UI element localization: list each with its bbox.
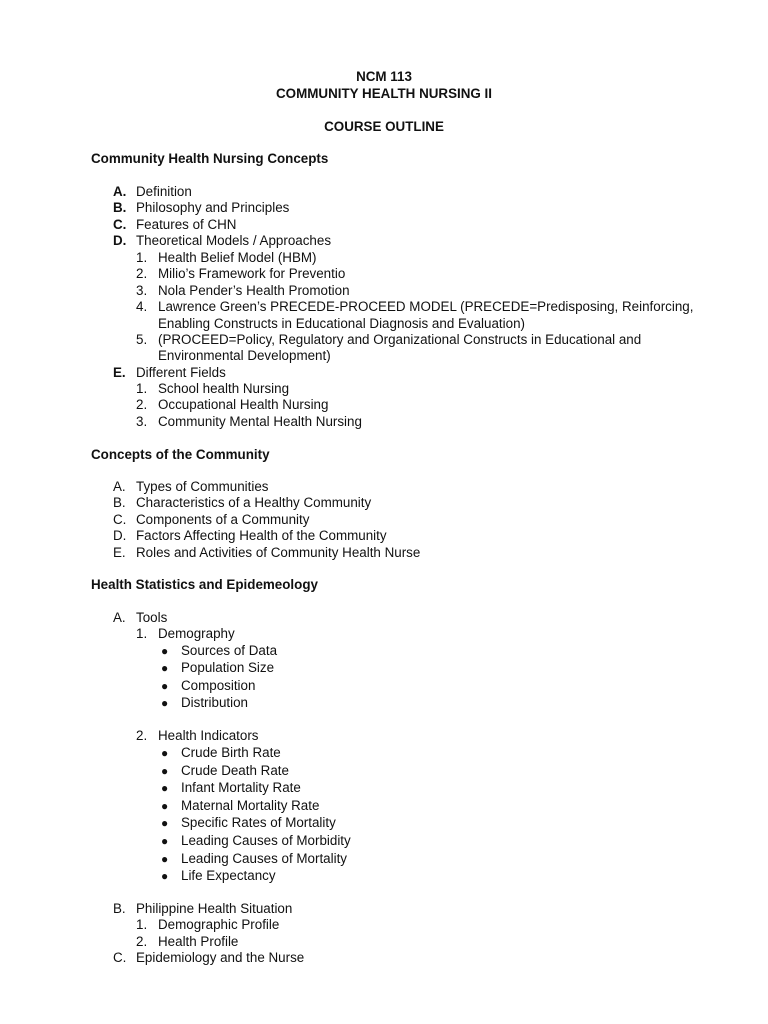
list-marker: 4. <box>136 299 148 314</box>
list-marker: 3. <box>136 414 148 429</box>
section-heading: Health Statistics and Epidemeology <box>91 577 318 592</box>
list-item: Demographic Profile <box>158 917 280 932</box>
list-item-continued: Environmental Development) <box>158 348 331 363</box>
list-item: Philosophy and Principles <box>136 200 290 215</box>
list-item: Features of CHN <box>136 217 237 232</box>
list-item: Factors Affecting Health of the Community <box>136 528 387 543</box>
list-item: Health Indicators <box>158 728 259 743</box>
bullet-icon: ● <box>161 799 169 813</box>
bullet-icon: ● <box>161 661 169 675</box>
list-marker: C. <box>113 950 127 965</box>
bullet-icon: ● <box>161 852 169 866</box>
list-marker: B. <box>113 200 127 215</box>
bullet-icon: ● <box>161 679 169 693</box>
list-item: Health Profile <box>158 934 239 949</box>
list-item: Philippine Health Situation <box>136 901 293 916</box>
list-marker: 1. <box>136 381 148 396</box>
bullet-item: Maternal Mortality Rate <box>181 798 320 813</box>
bullet-icon: ● <box>161 781 169 795</box>
bullet-item: Life Expectancy <box>181 868 276 883</box>
list-item: Occupational Health Nursing <box>158 397 329 412</box>
course-code: NCM 113 <box>356 69 412 84</box>
list-marker: 1. <box>136 626 148 641</box>
bullet-item: Leading Causes of Mortality <box>181 851 347 866</box>
list-marker: E. <box>113 545 126 560</box>
list-marker: 1. <box>136 917 148 932</box>
list-marker: C. <box>113 217 127 232</box>
list-marker: C. <box>113 512 127 527</box>
list-item: (PROCEED=Policy, Regulatory and Organizational Constructs in Educational and <box>158 332 642 347</box>
list-item: School health Nursing <box>158 381 290 396</box>
list-marker: 2. <box>136 266 148 281</box>
bullet-item: Infant Mortality Rate <box>181 780 301 795</box>
list-marker: A. <box>113 610 126 625</box>
list-item: Different Fields <box>136 365 226 380</box>
bullet-item: Population Size <box>181 660 275 675</box>
list-item: Milio’s Framework for Preventio <box>158 266 346 281</box>
list-item: Epidemiology and the Nurse <box>136 950 305 965</box>
list-marker: 1. <box>136 250 148 265</box>
list-marker: D. <box>113 233 127 248</box>
bullet-icon: ● <box>161 696 169 710</box>
list-marker: 3. <box>136 283 148 298</box>
list-item: Characteristics of a Healthy Community <box>136 495 372 510</box>
bullet-item: Crude Birth Rate <box>181 745 281 760</box>
list-marker: D. <box>113 528 127 543</box>
list-marker: B. <box>113 495 126 510</box>
bullet-item: Composition <box>181 678 256 693</box>
bullet-item: Sources of Data <box>181 643 278 658</box>
list-item: Types of Communities <box>136 479 269 494</box>
list-marker: 2. <box>136 397 148 412</box>
list-item: Tools <box>136 610 168 625</box>
list-item: Theoretical Models / Approaches <box>136 233 332 248</box>
section-heading: Community Health Nursing Concepts <box>91 151 329 166</box>
list-item: Nola Pender’s Health Promotion <box>158 283 350 298</box>
list-item: Demography <box>158 626 235 641</box>
bullet-icon: ● <box>161 746 169 760</box>
list-marker: B. <box>113 901 126 916</box>
course-name: COMMUNITY HEALTH NURSING II <box>276 86 492 101</box>
list-item: Health Belief Model (HBM) <box>158 250 317 265</box>
list-marker: 2. <box>136 728 148 743</box>
list-item-continued: Enabling Constructs in Educational Diagnosis and Evaluation) <box>158 316 525 331</box>
list-item: Components of a Community <box>136 512 310 527</box>
bullet-icon: ● <box>161 834 169 848</box>
bullet-item: Specific Rates of Mortality <box>181 815 336 830</box>
list-marker: E. <box>113 365 126 380</box>
bullet-icon: ● <box>161 644 169 658</box>
list-item: Community Mental Health Nursing <box>158 414 362 429</box>
list-item: Definition <box>136 184 192 199</box>
bullet-item: Leading Causes of Morbidity <box>181 833 351 848</box>
list-item: Lawrence Green’s PRECEDE-PROCEED MODEL (PRECEDE=Predisposing, Reinforcing, <box>158 299 694 314</box>
list-marker: 2. <box>136 934 148 949</box>
bullet-icon: ● <box>161 764 169 778</box>
list-item: Roles and Activities of Community Health Nurse <box>136 545 421 560</box>
list-marker: 5. <box>136 332 148 347</box>
bullet-item: Distribution <box>181 695 248 710</box>
bullet-item: Crude Death Rate <box>181 763 289 778</box>
list-marker: A. <box>113 479 126 494</box>
section-heading: Concepts of the Community <box>91 447 270 462</box>
list-marker: A. <box>113 184 127 199</box>
bullet-icon: ● <box>161 816 169 830</box>
document-title: COURSE OUTLINE <box>324 119 444 134</box>
bullet-icon: ● <box>161 869 169 883</box>
